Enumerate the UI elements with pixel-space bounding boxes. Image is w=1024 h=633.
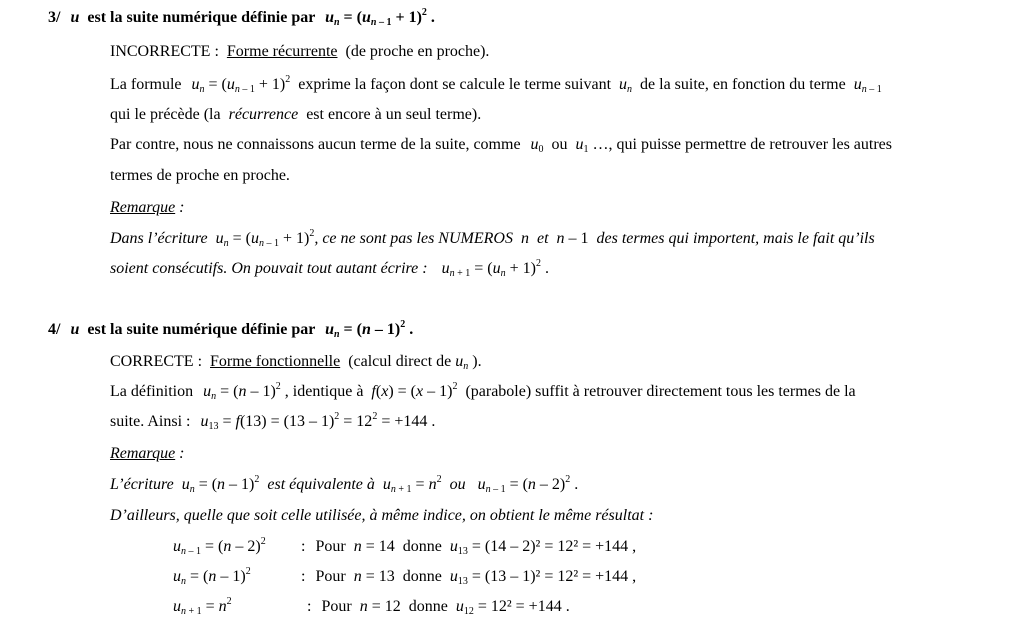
- section3-paragraph-line3: Par contre, nous ne connaissons aucun terme de la suite, comme $u_0$ ou $u_1$ …, qui puisse permettre de retrouver les autres: [110, 136, 892, 155]
- section4-title: 4/ u est la suite numérique définie par $u_n = (n - 1)^2$ .: [48, 319, 414, 340]
- section3-remark-line2: soient consécutifs. On pouvait tout autant écrire : $u_{n + 1} = (u_n + 1)^2$ .: [110, 258, 549, 279]
- section4-paragraph-line2: suite. Ainsi : $u_{13} = f(13) = (13 - 1)^2 = 12^2 = +144$ .: [110, 411, 436, 432]
- section3-remark-line1: Dans l’écriture $u_n = (u_{n - 1} + 1)^2$, ce ne sont pas les NUMEROS n et n – 1 des termes qui importent, mais le fait qu’ils: [110, 228, 875, 249]
- result-row: $u_{n - 1} = (n - 2)^2$ : Pour n = 14 donne $u_{13} = (14 - 2)^2 = 12^2 = +144$ ,: [173, 536, 637, 557]
- section3-number: 3/: [48, 9, 61, 26]
- section3-paragraph-line2: qui le précède (la récurrence est encore à un seul terme).: [110, 106, 482, 123]
- section3-title-text: est la suite numérique définie par: [87, 9, 316, 26]
- section3-paragraph-line4: termes de proche en proche.: [110, 167, 290, 184]
- section4-remark-line1: L’écriture $u_n = (n - 1)^2$ est équivalente à $u_{n + 1} = n^2$ ou $u_{n - 1} = (n - 2)^2$ .: [110, 474, 579, 495]
- section4-paragraph-line1: La définition $u_n = (n - 1)^2$ , identique à f(x) = (x – 1)$^2$ (parabole) suffit à retrouver directement tous les termes de la: [110, 381, 856, 402]
- result-row: $u_{n + 1} = n^2$ : Pour n = 12 donne $u_{12} = 12^2 = +144$ .: [173, 596, 570, 617]
- section4-status: CORRECTE : Forme fonctionnelle (calcul direct de $u_n$ ).: [110, 353, 482, 372]
- section3-remark-heading: Remarque :: [110, 199, 185, 216]
- section4-remark-line2: D’ailleurs, quelle que soit celle utilisée, à même indice, on obtient le même résultat :: [110, 507, 654, 524]
- section3-title: 3/ u est la suite numérique définie par $u_n = (u_{n - 1} + 1)^2$ .: [48, 7, 435, 28]
- result-row: $u_n = (n - 1)^2$ : Pour n = 13 donne $u_{13} = (13 - 1)^2 = 12^2 = +144$ ,: [173, 566, 637, 587]
- status-type: Forme récurrente: [226, 43, 338, 60]
- status-label: INCORRECTE :: [110, 43, 219, 60]
- remark-label: Remarque: [110, 445, 176, 462]
- section3-status: [110, 42, 489, 64]
- status-type: Forme fonctionnelle: [210, 353, 341, 370]
- section3-paragraph-line1: La formule $u_n = (u_{n - 1} + 1)^2$ exprime la façon dont se calcule le terme suivant $u_n$ de la suite, en fonction du terme $u_{n - 1}$: [110, 74, 882, 95]
- remark-label: Remarque: [110, 199, 176, 216]
- section4-title-text: est la suite numérique définie par: [87, 321, 316, 338]
- status-note: (de proche en proche).: [345, 43, 490, 60]
- section4-number: 4/: [48, 321, 61, 338]
- status-label: CORRECTE :: [110, 353, 203, 370]
- section4-remark-heading: Remarque :: [110, 445, 185, 462]
